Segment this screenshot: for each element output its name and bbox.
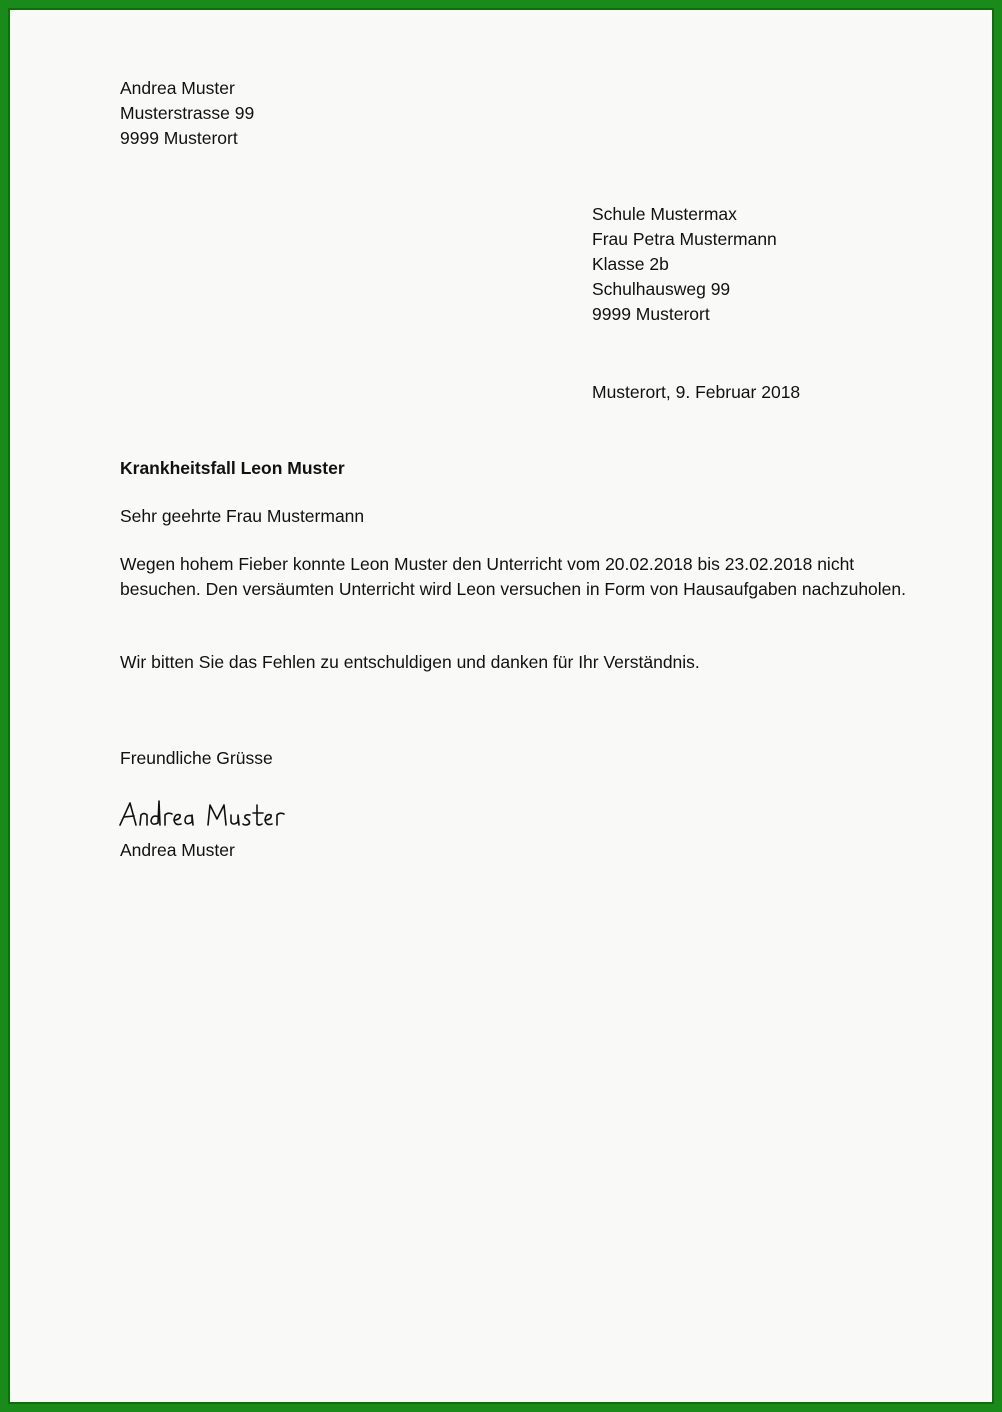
recipient-person: Frau Petra Mustermann (592, 229, 777, 249)
sender-address (120, 76, 254, 151)
body-paragraph-1: Wegen hohem Fieber konnte Leon Muster den Unterricht vom 20.02.2018 bis 23.02.2018 nicht besuchen. Den versäumten Unterricht wird Leon versuchen in Form von Hausaufgaben nachzuholen. (120, 554, 907, 599)
recipient-class: Klasse 2b (592, 254, 669, 274)
recipient-address (592, 202, 777, 327)
letter-subject: Krankheitsfall Leon Muster (120, 458, 345, 478)
letter-closing: Freundliche Grüsse (120, 748, 273, 768)
recipient-city: 9999 Musterort (592, 304, 710, 324)
sender-city: 9999 Musterort (120, 128, 238, 148)
letter-salutation: Sehr geehrte Frau Mustermann (120, 506, 365, 526)
recipient-school: Schule Mustermax (592, 204, 737, 224)
signer-name: Andrea Muster (120, 840, 235, 860)
body-paragraph-2: Wir bitten Sie das Fehlen zu entschuldigen und danken für Ihr Verständnis. (120, 652, 700, 672)
recipient-street: Schulhausweg 99 (592, 279, 731, 299)
sender-street: Musterstrasse 99 (120, 103, 255, 123)
handwritten-signature (118, 795, 323, 835)
letter-date: Musterort, 9. Februar 2018 (592, 382, 801, 402)
sender-name: Andrea Muster (120, 78, 235, 98)
letter-page (8, 8, 994, 1404)
